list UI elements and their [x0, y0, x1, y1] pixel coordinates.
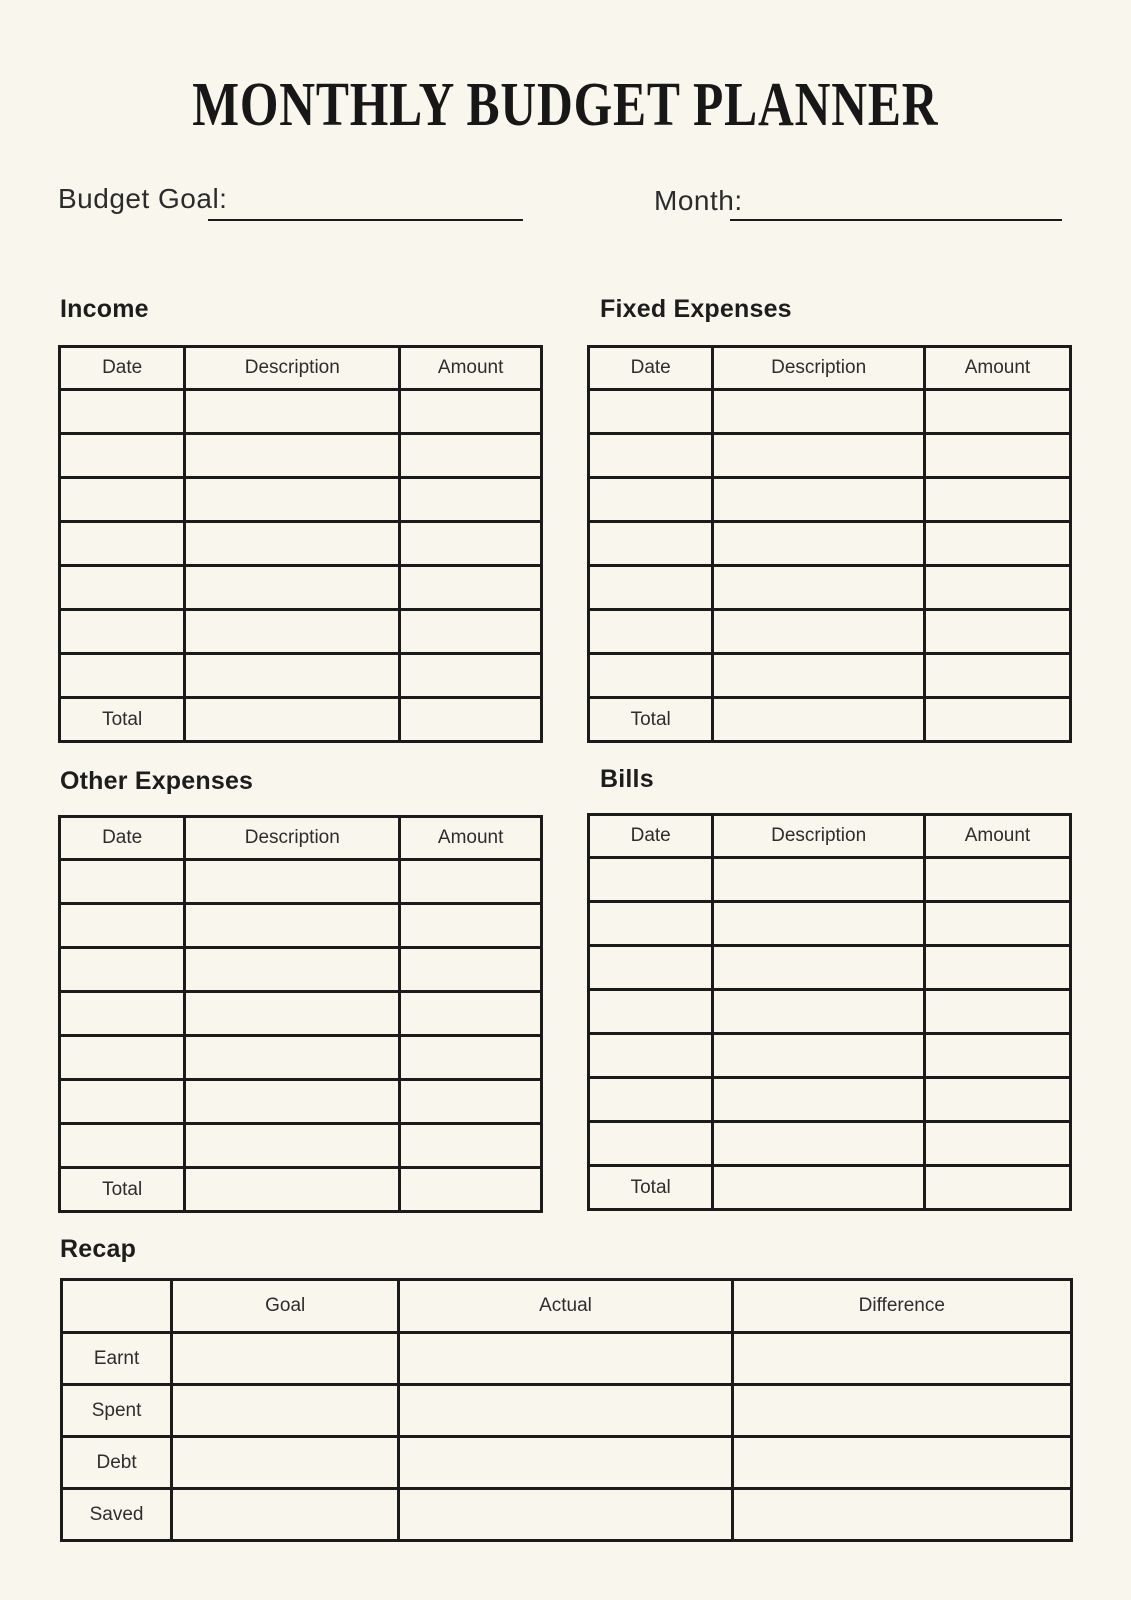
amount-cell[interactable] — [924, 858, 1070, 902]
table-row — [589, 390, 1071, 434]
description-cell[interactable] — [185, 610, 400, 654]
table-row — [60, 654, 542, 698]
table-row — [589, 434, 1071, 478]
table-row — [60, 390, 542, 434]
description-cell[interactable] — [185, 390, 400, 434]
description-cell[interactable] — [713, 434, 925, 478]
actual-cell[interactable] — [399, 1437, 732, 1489]
date-cell[interactable] — [589, 1122, 713, 1166]
date-cell[interactable] — [60, 522, 185, 566]
header-row — [62, 1280, 1072, 1333]
amount-cell[interactable] — [400, 610, 542, 654]
description-cell[interactable] — [713, 566, 925, 610]
amount-cell[interactable] — [400, 522, 542, 566]
table-row — [60, 948, 542, 992]
date-cell[interactable] — [589, 522, 713, 566]
amount-cell[interactable] — [924, 1078, 1070, 1122]
amount-cell[interactable] — [924, 1122, 1070, 1166]
amount-cell[interactable] — [400, 1036, 542, 1080]
total-description-cell[interactable] — [185, 698, 400, 742]
date-cell[interactable] — [60, 478, 185, 522]
actual-cell[interactable] — [399, 1489, 732, 1541]
description-cell[interactable] — [185, 654, 400, 698]
amount-cell[interactable] — [924, 946, 1070, 990]
date-cell[interactable] — [589, 390, 713, 434]
date-column-header: Date — [589, 347, 713, 390]
date-cell[interactable] — [60, 610, 185, 654]
date-column-header: Date — [589, 815, 713, 858]
actual-column-header: Actual — [399, 1280, 732, 1333]
bills-table — [587, 813, 1072, 1211]
description-column-header: Description — [713, 347, 925, 390]
total-label-cell: Total — [60, 1168, 185, 1212]
header-row — [60, 347, 542, 390]
amount-cell[interactable] — [924, 390, 1070, 434]
amount-cell[interactable] — [400, 654, 542, 698]
difference-cell[interactable] — [732, 1437, 1071, 1489]
recap-heading: Recap — [60, 1235, 137, 1263]
goal-cell[interactable] — [172, 1333, 399, 1385]
income-table — [58, 345, 543, 743]
header-row — [589, 347, 1071, 390]
date-cell[interactable] — [589, 858, 713, 902]
description-cell[interactable] — [185, 1124, 400, 1168]
other-expenses-heading: Other Expenses — [60, 767, 254, 795]
date-cell[interactable] — [60, 992, 185, 1036]
table-row — [589, 610, 1071, 654]
recap-row-spent — [62, 1385, 1072, 1437]
actual-cell[interactable] — [399, 1333, 732, 1385]
date-cell[interactable] — [60, 390, 185, 434]
table-row — [589, 1034, 1071, 1078]
table-row — [589, 566, 1071, 610]
description-cell[interactable] — [185, 992, 400, 1036]
difference-cell[interactable] — [732, 1489, 1071, 1541]
income-heading: Income — [60, 295, 149, 323]
table-row — [60, 610, 542, 654]
recap-row-debt — [62, 1437, 1072, 1489]
recap-row-saved — [62, 1489, 1072, 1541]
table-row — [60, 1080, 542, 1124]
total-description-cell[interactable] — [713, 698, 925, 742]
header-row — [60, 817, 542, 860]
table-row — [60, 566, 542, 610]
table-row — [589, 522, 1071, 566]
amount-cell[interactable] — [400, 478, 542, 522]
date-cell[interactable] — [589, 946, 713, 990]
amount-cell[interactable] — [924, 1034, 1070, 1078]
amount-cell[interactable] — [400, 434, 542, 478]
amount-column-header: Amount — [400, 347, 542, 390]
description-cell[interactable] — [185, 860, 400, 904]
date-cell[interactable] — [60, 1036, 185, 1080]
recap-corner-cell — [62, 1280, 172, 1333]
description-cell[interactable] — [713, 610, 925, 654]
description-column-header: Description — [713, 815, 925, 858]
total-label-cell: Total — [589, 1166, 713, 1210]
description-cell[interactable] — [713, 654, 925, 698]
amount-cell[interactable] — [924, 990, 1070, 1034]
table-row — [60, 1124, 542, 1168]
description-cell[interactable] — [713, 1122, 925, 1166]
goal-cell[interactable] — [172, 1385, 399, 1437]
date-cell[interactable] — [60, 904, 185, 948]
description-cell[interactable] — [713, 522, 925, 566]
date-column-header: Date — [60, 817, 185, 860]
header-row — [589, 815, 1071, 858]
table-row — [589, 478, 1071, 522]
date-cell[interactable] — [60, 434, 185, 478]
goal-cell[interactable] — [172, 1489, 399, 1541]
table-row — [60, 1036, 542, 1080]
difference-cell[interactable] — [732, 1333, 1071, 1385]
description-cell[interactable] — [185, 478, 400, 522]
description-cell[interactable] — [185, 434, 400, 478]
description-cell[interactable] — [185, 1036, 400, 1080]
page-title-text: MONTHLY BUDGET PLANNER — [192, 71, 939, 139]
amount-cell[interactable] — [924, 654, 1070, 698]
difference-cell[interactable] — [732, 1385, 1071, 1437]
recap-table — [60, 1278, 1073, 1542]
table-row — [60, 904, 542, 948]
amount-cell[interactable] — [400, 860, 542, 904]
budget-goal-input-line[interactable] — [208, 219, 523, 221]
total-amount-cell[interactable] — [400, 1168, 542, 1212]
total-amount-cell[interactable] — [924, 1166, 1070, 1210]
row-label-cell: Debt — [62, 1437, 172, 1489]
amount-cell[interactable] — [400, 1080, 542, 1124]
date-cell[interactable] — [589, 434, 713, 478]
month-label: Month: — [654, 185, 743, 216]
total-row — [589, 1166, 1071, 1210]
description-cell[interactable] — [713, 858, 925, 902]
description-cell[interactable] — [185, 522, 400, 566]
total-row — [60, 1168, 542, 1212]
table-row — [589, 902, 1071, 946]
table-row — [589, 1078, 1071, 1122]
total-label-cell: Total — [589, 698, 713, 742]
date-column-header: Date — [60, 347, 185, 390]
total-row — [60, 698, 542, 742]
description-cell[interactable] — [713, 1034, 925, 1078]
other-expenses-table — [58, 815, 543, 1213]
table-row — [60, 434, 542, 478]
amount-column-header: Amount — [924, 347, 1070, 390]
amount-cell[interactable] — [400, 992, 542, 1036]
total-row — [589, 698, 1071, 742]
table-row — [589, 946, 1071, 990]
amount-cell[interactable] — [924, 434, 1070, 478]
table-row — [60, 860, 542, 904]
description-cell[interactable] — [713, 902, 925, 946]
description-cell[interactable] — [713, 390, 925, 434]
date-cell[interactable] — [60, 860, 185, 904]
date-cell[interactable] — [60, 566, 185, 610]
total-amount-cell[interactable] — [924, 698, 1070, 742]
row-label-cell: Saved — [62, 1489, 172, 1541]
description-cell[interactable] — [713, 478, 925, 522]
date-cell[interactable] — [589, 478, 713, 522]
table-row — [60, 992, 542, 1036]
bills-heading: Bills — [600, 765, 654, 793]
amount-cell[interactable] — [400, 566, 542, 610]
table-row — [60, 522, 542, 566]
total-description-cell[interactable] — [185, 1168, 400, 1212]
amount-cell[interactable] — [924, 902, 1070, 946]
total-amount-cell[interactable] — [400, 698, 542, 742]
amount-cell[interactable] — [400, 948, 542, 992]
difference-column-header: Difference — [732, 1280, 1071, 1333]
description-cell[interactable] — [713, 1078, 925, 1122]
table-row — [60, 478, 542, 522]
date-cell[interactable] — [589, 610, 713, 654]
amount-cell[interactable] — [924, 478, 1070, 522]
description-column-header: Description — [185, 817, 400, 860]
description-cell[interactable] — [185, 948, 400, 992]
date-cell[interactable] — [589, 990, 713, 1034]
description-column-header: Description — [185, 347, 400, 390]
amount-cell[interactable] — [924, 566, 1070, 610]
amount-cell[interactable] — [400, 1124, 542, 1168]
date-cell[interactable] — [589, 654, 713, 698]
date-cell[interactable] — [60, 948, 185, 992]
goal-cell[interactable] — [172, 1437, 399, 1489]
table-row — [589, 654, 1071, 698]
recap-row-earnt — [62, 1333, 1072, 1385]
description-cell[interactable] — [185, 566, 400, 610]
amount-cell[interactable] — [924, 610, 1070, 654]
fixed-expenses-table — [587, 345, 1072, 743]
description-cell[interactable] — [185, 904, 400, 948]
page-title — [0, 71, 1131, 139]
table-row — [589, 1122, 1071, 1166]
budget-goal-label: Budget Goal: — [58, 183, 228, 214]
description-cell[interactable] — [713, 946, 925, 990]
total-description-cell[interactable] — [713, 1166, 925, 1210]
fixed-expenses-heading: Fixed Expenses — [600, 295, 792, 323]
description-cell[interactable] — [713, 990, 925, 1034]
description-cell[interactable] — [185, 1080, 400, 1124]
goal-column-header: Goal — [172, 1280, 399, 1333]
date-cell[interactable] — [60, 654, 185, 698]
date-cell[interactable] — [589, 1034, 713, 1078]
date-cell[interactable] — [589, 902, 713, 946]
actual-cell[interactable] — [399, 1385, 732, 1437]
amount-cell[interactable] — [400, 390, 542, 434]
table-row — [589, 858, 1071, 902]
date-cell[interactable] — [589, 1078, 713, 1122]
amount-column-header: Amount — [924, 815, 1070, 858]
amount-cell[interactable] — [924, 522, 1070, 566]
month-input-line[interactable] — [730, 219, 1062, 221]
amount-cell[interactable] — [400, 904, 542, 948]
date-cell[interactable] — [589, 566, 713, 610]
amount-column-header: Amount — [400, 817, 542, 860]
table-row — [589, 990, 1071, 1034]
row-label-cell: Earnt — [62, 1333, 172, 1385]
date-cell[interactable] — [60, 1124, 185, 1168]
row-label-cell: Spent — [62, 1385, 172, 1437]
date-cell[interactable] — [60, 1080, 185, 1124]
total-label-cell: Total — [60, 698, 185, 742]
